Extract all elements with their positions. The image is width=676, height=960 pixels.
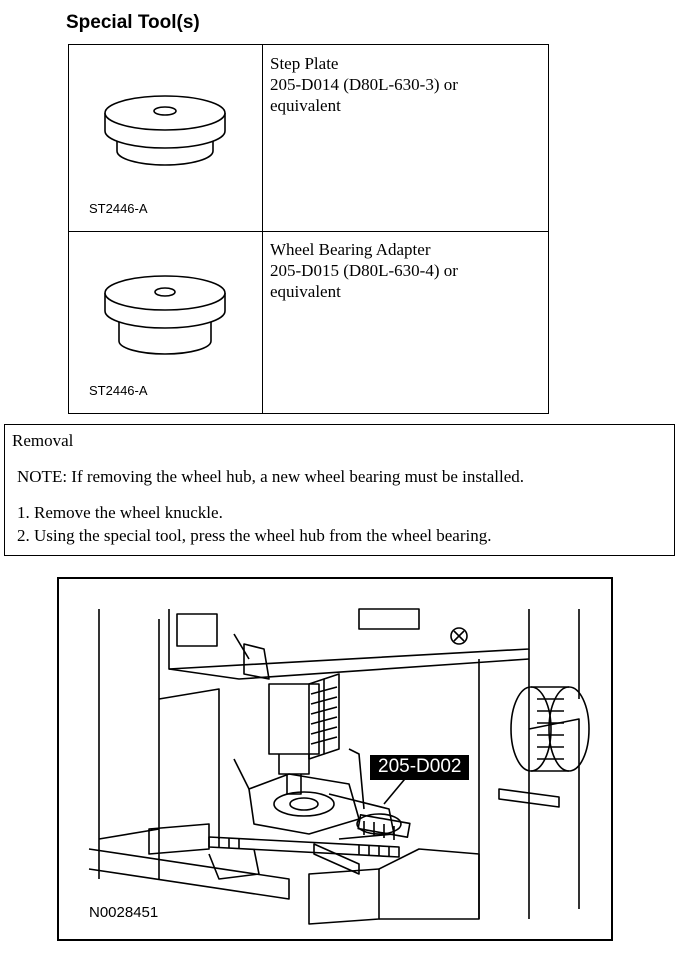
tool-image-cell	[69, 231, 263, 413]
tool-figure-id: ST2446-A	[89, 201, 148, 216]
tool-name: Step Plate	[270, 54, 339, 73]
bearing-adapter-icon	[103, 271, 227, 361]
tool-part-suffix: equivalent	[270, 282, 341, 301]
illustration-figure-id: N0028451	[89, 904, 159, 921]
tool-row	[69, 231, 548, 413]
tool-name: Wheel Bearing Adapter	[270, 240, 431, 259]
tool-row	[69, 45, 548, 232]
tool-image-cell	[69, 45, 263, 231]
tool-part-number: 205-D015 (D80L-630-4) or	[270, 261, 458, 280]
tool-callout-label: 205-D002	[370, 755, 469, 780]
tool-part-suffix: equivalent	[270, 96, 341, 115]
special-tools-heading: Special Tool(s)	[66, 12, 200, 33]
tool-description	[270, 239, 458, 302]
removal-step: 2. Using the special tool, press the wheel hub from the wheel bearing.	[17, 526, 492, 545]
step-plate-icon	[103, 93, 227, 173]
removal-section	[4, 424, 675, 556]
removal-note: NOTE: If removing the wheel hub, a new wheel bearing must be installed.	[17, 467, 525, 486]
special-tools-table	[68, 44, 549, 414]
tool-figure-id: ST2446-A	[89, 383, 148, 398]
removal-step: 1. Remove the wheel knuckle.	[17, 503, 223, 522]
removal-title: Removal	[12, 431, 74, 450]
hydraulic-press-drawing	[59, 579, 611, 939]
press-illustration	[57, 577, 613, 941]
tool-description	[270, 53, 458, 116]
tool-part-number: 205-D014 (D80L-630-3) or	[270, 75, 458, 94]
